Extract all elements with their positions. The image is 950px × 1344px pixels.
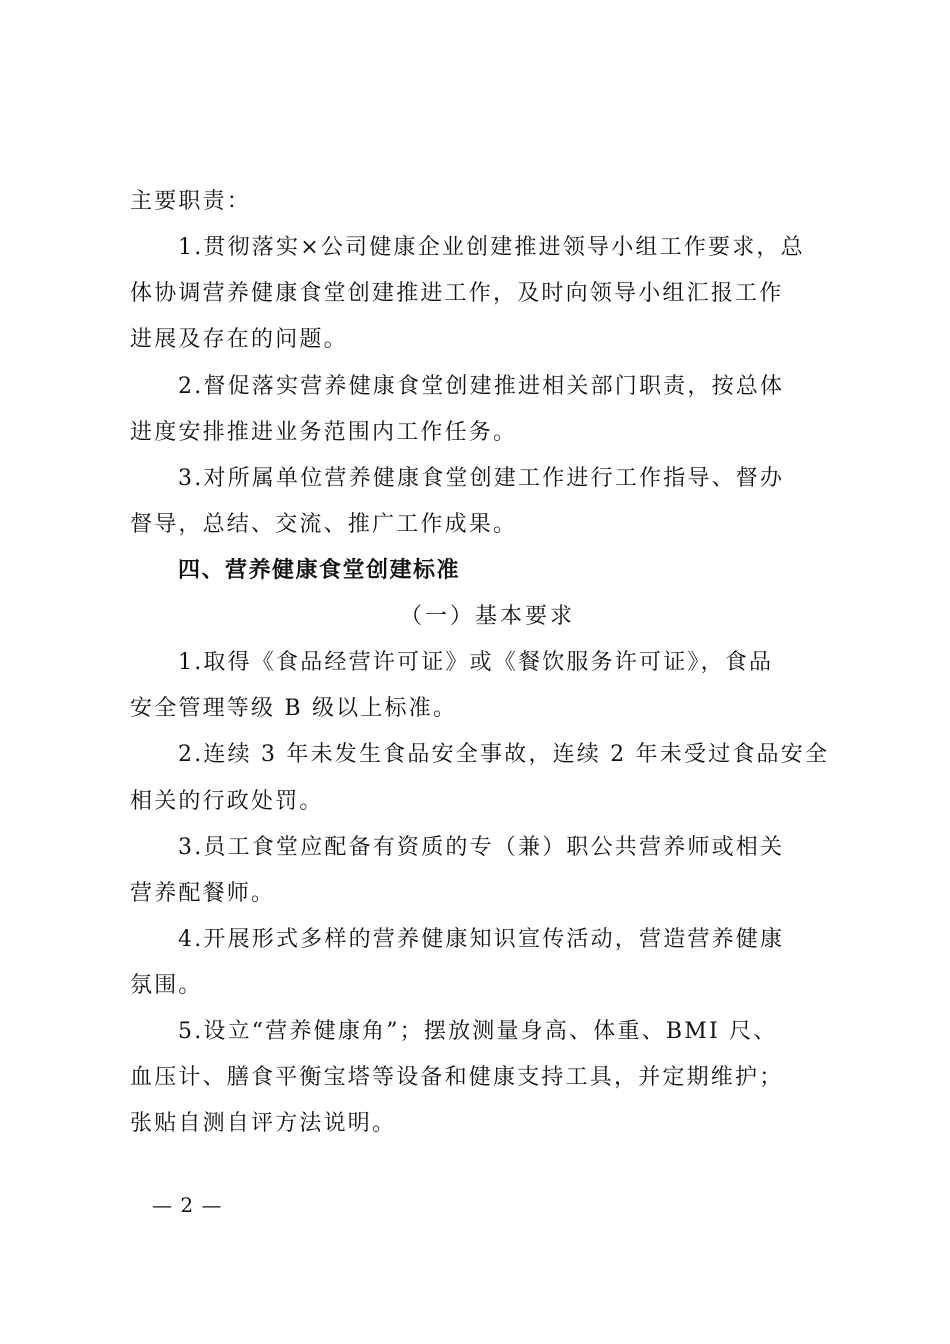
requirement-2-line-2: 相关的行政处罚。 <box>130 789 324 814</box>
requirement-2-line-1: 2.连续 3 年未发生食品安全事故，连续 2 年未受过食品安全 <box>178 742 830 767</box>
requirement-5-line-3: 张贴自测自评方法说明。 <box>130 1111 397 1136</box>
requirement-3-line-2: 营养配餐师。 <box>130 881 276 906</box>
requirement-3-line-1: 3.员工食堂应配备有资质的专（兼）职公共营养师或相关 <box>178 835 785 860</box>
duty-3-line-1: 3.对所属单位营养健康食堂创建工作进行工作指导、督办 <box>178 466 785 491</box>
requirement-1-line-1: 1.取得《食品经营许可证》或《餐饮服务许可证》，食品 <box>178 650 774 675</box>
duties-label: 主要职责： <box>130 189 252 214</box>
requirement-4-line-2: 氛围。 <box>130 973 203 998</box>
duty-3-line-2: 督导，总结、交流、推广工作成果。 <box>130 512 518 537</box>
duty-1-line-1: 1.贯彻落实×公司健康企业创建推进领导小组工作要求，总 <box>178 235 805 260</box>
requirement-1-line-2: 安全管理等级 B 级以上标准。 <box>130 696 458 721</box>
section-heading: 四、营养健康食堂创建标准 <box>178 558 461 583</box>
duty-1-line-3: 进展及存在的问题。 <box>130 327 348 352</box>
page-number: — 2 — <box>152 1193 223 1217</box>
requirement-4-line-1: 4.开展形式多样的营养健康知识宣传活动，营造营养健康 <box>178 927 785 952</box>
requirement-5-line-1: 5.设立“营养健康角”；摆放测量身高、体重、BMI 尺、 <box>178 1019 778 1044</box>
duty-2-line-1: 2.督促落实营养健康食堂创建推进相关部门职责，按总体 <box>178 374 785 399</box>
duty-2-line-2: 进度安排推进业务范围内工作任务。 <box>130 420 518 445</box>
subsection-heading: （一）基本要求 <box>400 604 576 629</box>
duty-1-line-2: 体协调营养健康食堂创建推进工作，及时向领导小组汇报工作 <box>130 281 784 306</box>
requirement-5-line-2: 血压计、膳食平衡宝塔等设备和健康支持工具，并定期维护； <box>130 1065 784 1090</box>
